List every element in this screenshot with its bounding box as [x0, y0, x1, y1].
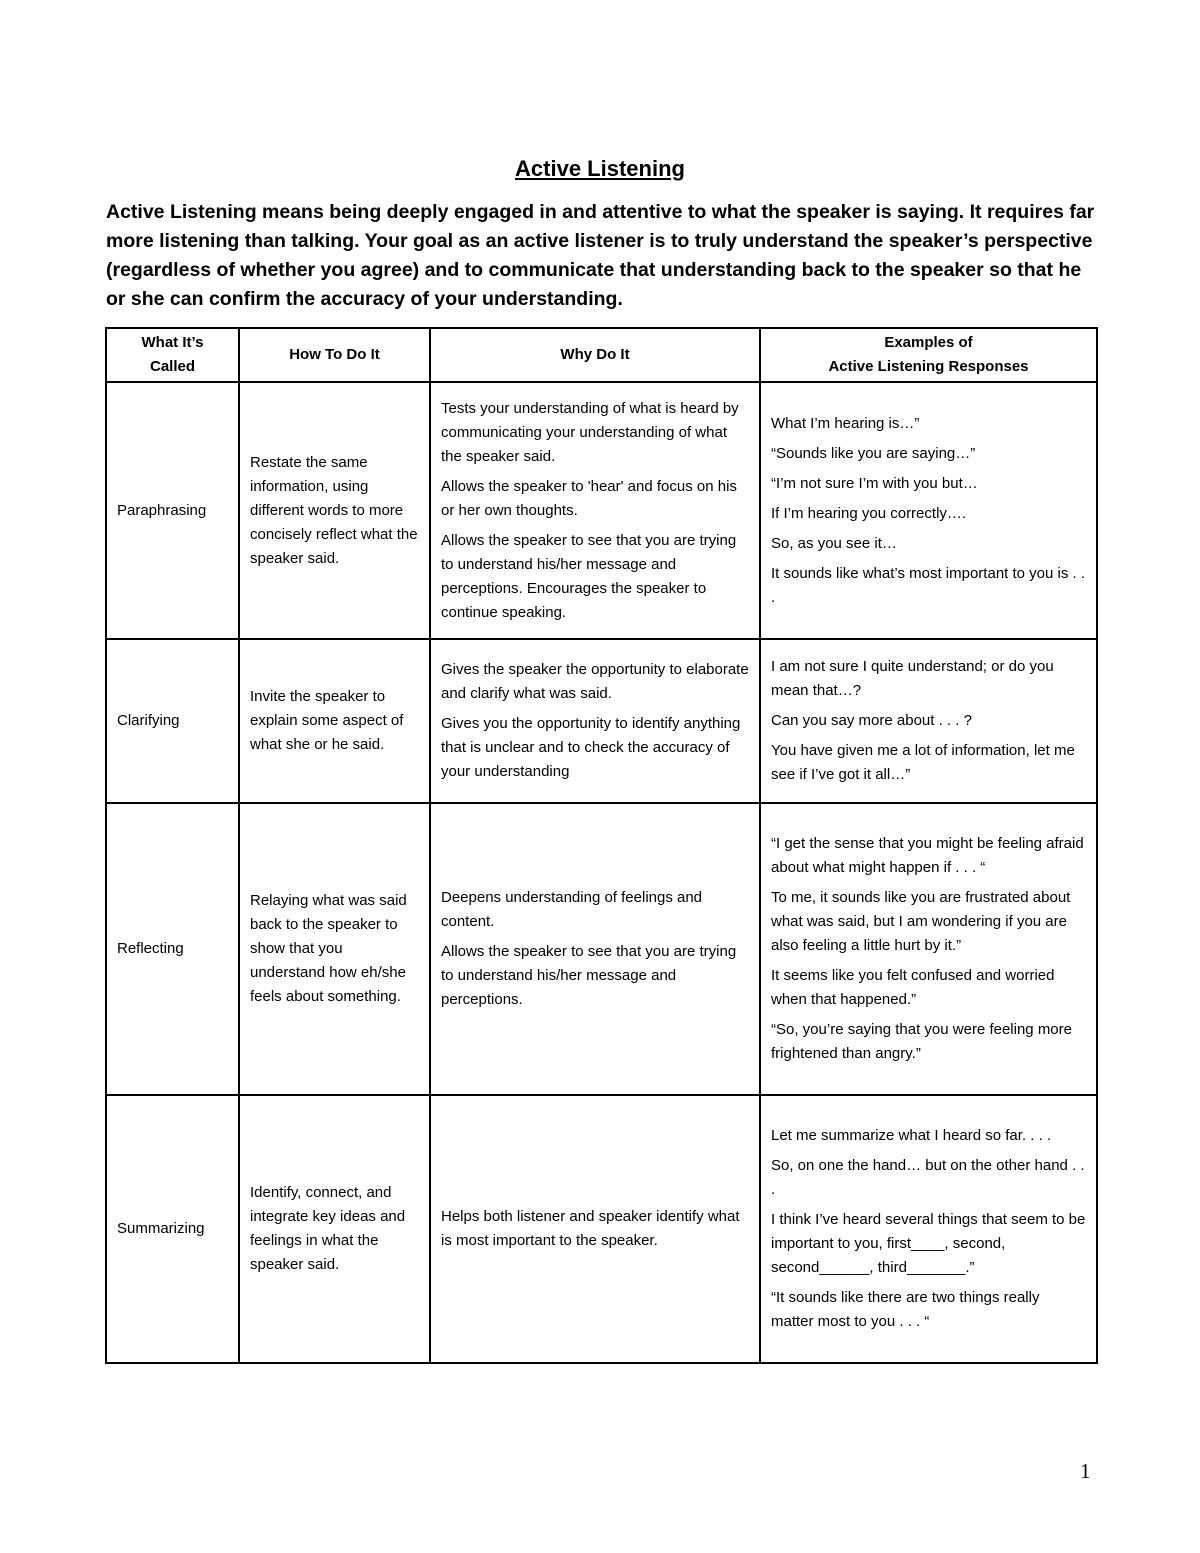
- why-cell: [430, 803, 760, 1095]
- table-row: [106, 1095, 1097, 1363]
- why-item: Allows the speaker to see that you are trying to understand his/her message and perceptions. Encourages the speaker to continue speaking.: [441, 531, 737, 621]
- why-item: Helps both listener and speaker identify what is most important to the speaker.: [441, 1208, 740, 1249]
- example-item: So, as you see it…: [771, 534, 897, 552]
- why-cell: [430, 382, 760, 639]
- intro-paragraph: Active Listening means being deeply engaged in and attentive to what the speaker is saying. It requires far more listening than talking. Your goal as an active listener is to truly understand the speaker’s perspective (regardless of whether you agree) and to communicate that understanding back to the speaker so that he or she can confirm the accuracy of your understanding.: [106, 201, 1095, 310]
- table-row: [106, 803, 1097, 1095]
- table-row: [106, 639, 1097, 803]
- example-item: It sounds like what’s most important to you is . . .: [771, 564, 1086, 606]
- why-item: Allows the speaker to see that you are trying to understand his/her message and perceptions.: [441, 943, 737, 1008]
- table-header-row: [106, 328, 1097, 382]
- examples-cell: [760, 382, 1097, 639]
- why-item: Gives the speaker the opportunity to elaborate and clarify what was said.: [441, 661, 749, 702]
- examples-cell: [760, 639, 1097, 803]
- example-item: It seems like you felt confused and worried when that happened.”: [771, 967, 1055, 1008]
- why-item: Allows the speaker to 'hear' and focus on his or her own thoughts.: [441, 477, 737, 519]
- example-item: “I get the sense that you might be feeling afraid about what might happen if . . . “: [771, 835, 1084, 876]
- header-what-its-called: [106, 328, 239, 382]
- why-cell: [430, 639, 760, 803]
- header-examples: [760, 328, 1097, 382]
- why-item: Tests your understanding of what is heard by communicating your understanding of what the speaker said.: [441, 399, 739, 465]
- header-examples-line2: Active Listening Responses: [828, 358, 1029, 375]
- examples-cell: [760, 803, 1097, 1095]
- header-why-do-it: Why Do It: [430, 328, 760, 382]
- example-item: You have given me a lot of information, let me see if I’ve got it all…”: [771, 742, 1075, 783]
- example-item: Let me summarize what I heard so far. . . .: [771, 1127, 1052, 1144]
- table-row: [106, 382, 1097, 639]
- example-item: Can you say more about . . . ?: [771, 712, 972, 729]
- why-item: Deepens understanding of feelings and content.: [441, 889, 703, 930]
- page-number: 1: [1080, 1459, 1091, 1483]
- why-item: Gives you the opportunity to identify anything that is unclear and to check the accuracy of your understanding: [441, 715, 741, 780]
- header-called-line1: What It’s: [141, 334, 204, 351]
- examples-cell: [760, 1095, 1097, 1363]
- example-item: I think I’ve heard several things that seem to be important to you, first____, second, second______, third_______.”: [771, 1211, 1086, 1276]
- header-examples-line1: Examples of: [884, 334, 973, 351]
- example-item: “Sounds like you are saying…”: [771, 444, 976, 462]
- page-title: Active Listening: [515, 156, 685, 181]
- example-item: “So, you’re saying that you were feeling more frightened than angry.”: [771, 1021, 1072, 1062]
- example-item: What I’m hearing is…”: [771, 414, 920, 432]
- how-cell: Restate the same information, using different words to more concisely reflect what the speaker said.: [239, 382, 430, 639]
- how-cell: Identify, connect, and integrate key ideas and feelings in what the speaker said.: [239, 1095, 430, 1363]
- example-item: To me, it sounds like you are frustrated about what was said, but I am wondering if you are also feeling a little hurt by it.”: [771, 889, 1071, 954]
- example-item: If I’m hearing you correctly….: [771, 504, 967, 522]
- example-item: So, on one the hand… but on the other hand . . .: [771, 1157, 1085, 1198]
- technique-name: Paraphrasing: [106, 382, 239, 639]
- example-item: “It sounds like there are two things really matter most to you . . . “: [771, 1289, 1040, 1330]
- header-called-line2: Called: [149, 358, 195, 375]
- why-cell: [430, 1095, 760, 1363]
- technique-name: Reflecting: [106, 803, 239, 1095]
- header-how-to-do-it: How To Do It: [239, 328, 430, 382]
- how-cell: Invite the speaker to explain some aspect of what she or he said.: [239, 639, 430, 803]
- technique-name: Summarizing: [106, 1095, 239, 1363]
- example-item: I am not sure I quite understand; or do you mean that…?: [771, 658, 1054, 699]
- technique-name: Clarifying: [106, 639, 239, 803]
- example-item: “I’m not sure I’m with you but…: [771, 474, 978, 492]
- active-listening-table: [105, 327, 1098, 1364]
- how-cell: Relaying what was said back to the speaker to show that you understand how eh/she feels about something.: [239, 803, 430, 1095]
